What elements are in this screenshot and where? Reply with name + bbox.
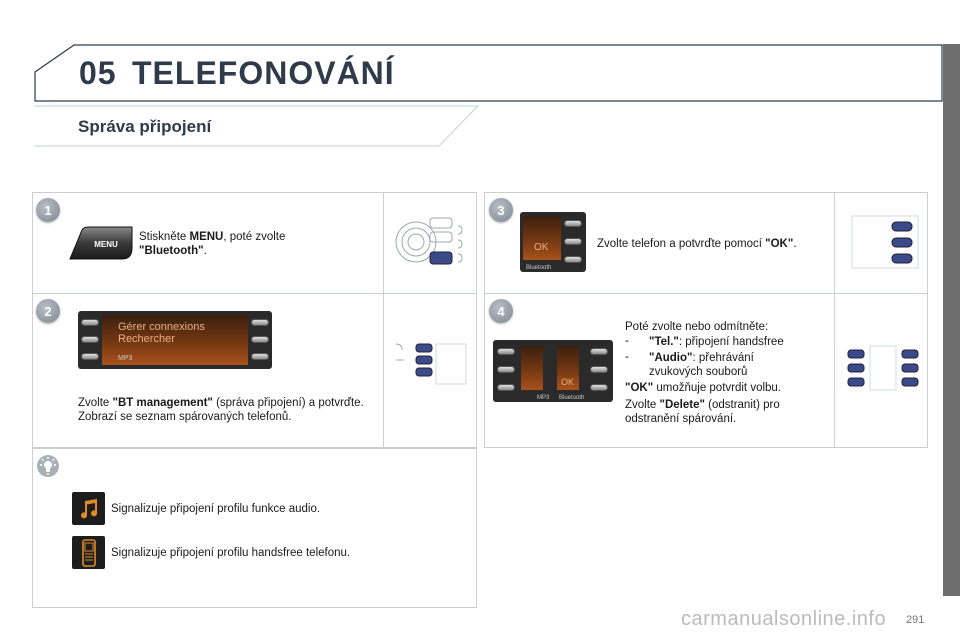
page-side-bar (943, 44, 960, 596)
step-4-ok-text: "OK" umožňuje potvrdit volbu. (625, 382, 782, 394)
tip-audio-text: Signalizuje připojení profilu funkce audio. (111, 503, 321, 515)
step-4-item-audio: "Audio": přehrávání zvukových souborů (649, 352, 754, 378)
side-button (564, 220, 582, 227)
dial-control-icon (392, 212, 472, 277)
list-dash: - (625, 351, 629, 363)
step-badge-4: 4 (489, 299, 513, 323)
watermark: carmanualsonline.info (681, 608, 887, 630)
screen-footer-right: Bluetooth (559, 395, 585, 401)
radio-screen-illustration (520, 212, 586, 272)
side-button (590, 348, 608, 355)
divider (383, 192, 384, 448)
control-panel-icon (842, 344, 924, 399)
page-number: 291 (906, 614, 925, 626)
radio-screen-illustration (78, 311, 272, 369)
control-panel-icon (392, 340, 472, 395)
divider (484, 293, 928, 294)
side-button (81, 336, 99, 343)
chapter-title: TELEFONOVÁNÍ (132, 55, 395, 91)
list-dash: - (625, 335, 629, 347)
music-note-icon (72, 492, 105, 525)
side-button (251, 353, 269, 360)
side-button (497, 366, 515, 373)
screen-footer: Bluetooth (526, 265, 552, 271)
side-button (497, 348, 515, 355)
screen-footer-left: MP3 (537, 395, 550, 401)
control-panel-icon (850, 214, 920, 275)
screen-menu-line-2: Rechercher (118, 333, 175, 345)
menu-button-illustration (68, 226, 134, 261)
screen-ok-label: OK (534, 242, 549, 253)
step-badge-2: 2 (36, 299, 60, 323)
phone-icon (72, 536, 105, 569)
step-4-intro: Poté zvolte nebo odmítněte: (625, 321, 769, 333)
side-button (590, 366, 608, 373)
side-button (81, 353, 99, 360)
side-button (251, 336, 269, 343)
side-button (564, 256, 582, 263)
step-1-text: Stiskněte MENU, poté zvolte "Bluetooth". (139, 231, 286, 257)
step-badge-1: 1 (36, 198, 60, 222)
chapter-number: 05 (79, 55, 117, 91)
side-button (497, 384, 515, 391)
tip-phone-text: Signalizuje připojení profilu handsfree telefonu. (111, 547, 351, 559)
side-button (81, 319, 99, 326)
menu-button-label: MENU (94, 240, 118, 249)
step-badge-3: 3 (489, 198, 513, 222)
tips-panel (32, 448, 477, 608)
side-button (590, 384, 608, 391)
step-4-item-tel: "Tel.": připojení handsfree (649, 336, 784, 348)
divider (834, 192, 835, 448)
section-title: Správa připojení (78, 117, 212, 136)
step-4-delete-text: Zvolte "Delete" (odstranit) pro odstranění spárování. (625, 399, 780, 425)
divider (32, 293, 477, 294)
lightbulb-icon (36, 454, 60, 483)
step-2-text: Zvolte "BT management" (správa připojení) a potvrďte. Zobrazí se seznam spárovaných telefonů. (78, 397, 364, 423)
radio-screen-illustration (493, 340, 613, 402)
screen-ok-label: OK (561, 377, 575, 387)
screen-menu-line-1: Gérer connexions (118, 321, 205, 333)
step-3-text: Zvolte telefon a potvrďte pomocí "OK". (597, 238, 797, 250)
screen-footer: MP3 (118, 355, 133, 362)
side-button (564, 238, 582, 245)
side-button (251, 319, 269, 326)
